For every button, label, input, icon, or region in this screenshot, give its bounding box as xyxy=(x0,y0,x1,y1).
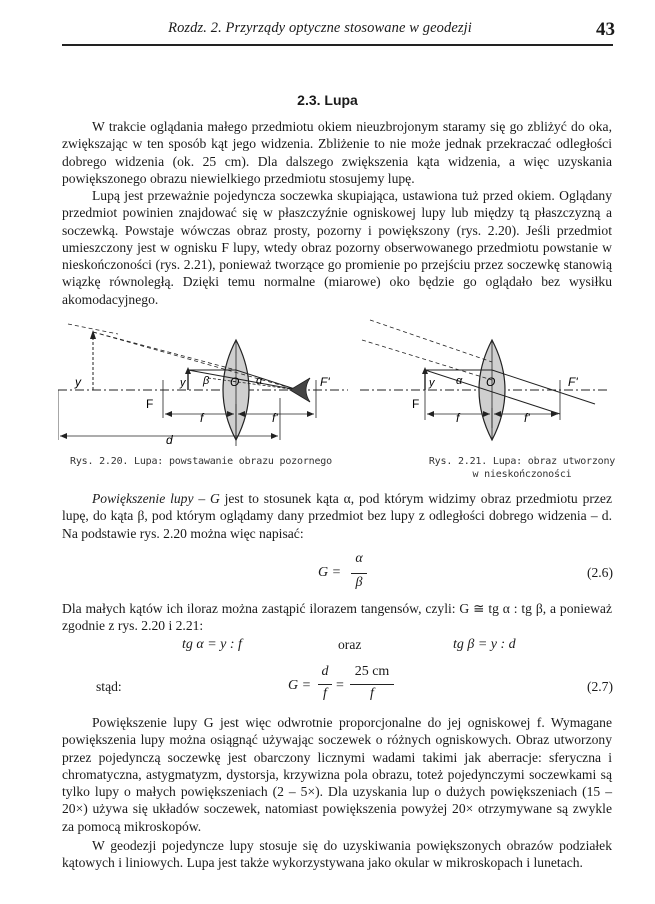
paragraph-2: Lupą jest przeważnie pojedyncza soczewka skupiająca, ustawiona tuż przed okiem. Oglądany przedmiot powinien znajdować się w płaszczyźnie ogniskowej lupy lub między tą płaszczyzną a soczewką. Powstaje wówczas obraz prosty, pozorny i powiększony (rys. 2.20). Jeśli przedmiot umieszczony jest w ognisku F lupy, wtedy obraz pozorny obserwowanego przedmiotu powstanie w nieskończoności (rys. 2.21), ponieważ tworzące go promienie po przejściu przez soczewkę stanowią wiązkę równoległą. Dzięki temu normalne (miarowe) oko będzie go oglądało bez wysiłku akomodacyjnego. xyxy=(62,188,612,307)
eq26-fraction-bar xyxy=(351,573,367,574)
header-rule xyxy=(62,44,613,46)
eq27-bar2 xyxy=(350,684,394,685)
label-f: f xyxy=(456,411,460,425)
paragraph-5: Powiększenie lupy G jest więc odwrotnie proporcjonalne do jej ogniskowej f. Wymagane powiększenia lupy można osiągnąć używając soczewek o różnych ogniskowych. Obraz utworzony przez pojedynczą soczewkę jest obarczony licznymi wadami takimi jak aberracje: sferyczna i chromatyczna, astygmatyzm, dystorsja, krzywizna pola obrazu, toteż pojedynczymi soczewkami są tylko lupy o małych powiększeniach (2 – 5×). Dla uzyskania lup o dużych powiększeniach (15 – 20×) używa się układów soczewek, natomiast powiększenia powyżej 20× otrzymywane są zwykle za pomocą mikroskopów. xyxy=(62,715,612,834)
image-arrowhead xyxy=(90,330,96,339)
eq27-lhs: G = xyxy=(288,678,312,693)
label-y: y xyxy=(429,377,435,389)
stad-label: stąd: xyxy=(96,679,122,694)
section-title: 2.3. Lupa xyxy=(297,92,358,108)
eq26-num: α xyxy=(355,551,363,566)
equation-2-6-number: (2.6) xyxy=(586,565,613,580)
equation-2-7-number: (2.7) xyxy=(586,679,613,694)
caption-2-21-line2: w nieskończoności xyxy=(472,469,572,480)
label-y-big: y xyxy=(75,375,81,389)
label-F-right: F' xyxy=(320,375,330,389)
figure-2-21 xyxy=(360,318,610,452)
eq-tg-alpha: tg α = y : f xyxy=(182,637,242,652)
paragraph-1: W trakcie oglądania małego przedmiotu okiem nieuzbrojonym staramy się go zbliżyć do oka, zwiększając w ten sposób kąt jego widzenia. Zbliżenie to nie może jednak przekraczać odległości dobrego widzenia (ok. 25 cm). Dla dalszego zwiększenia kąta widzenia, a więc uzyskania powiększonego obrazu niewielkiego przedmiotu stosujemy lupę. xyxy=(62,119,612,186)
label-d: d xyxy=(166,433,173,447)
figure-2-20 xyxy=(58,318,348,452)
eq-tg-beta: tg β = y : d xyxy=(453,637,516,652)
eq26-den: β xyxy=(355,575,363,590)
label-y-small: y xyxy=(180,377,186,389)
label-alpha: α xyxy=(456,375,463,387)
paragraph-4: Dla małych kątów ich iloraz można zastąpić ilorazem tangensów, czyli: G ≅ tg α : tg β, a ponieważ zgodnie z rys. 2.20 i 2.21: xyxy=(62,601,612,634)
page-number: 43 xyxy=(596,19,615,40)
label-f-prime: f' xyxy=(272,411,278,425)
eq27-bar1 xyxy=(318,684,332,685)
paragraph-3 xyxy=(62,490,612,542)
eye-icon xyxy=(290,378,310,402)
running-title: Rozdz. 2. Przyrządy optyczne stosowane w geodezji xyxy=(168,20,472,36)
eq27-den2: f xyxy=(370,686,374,701)
caption-2-21-line1: Rys. 2.21. Lupa: obraz utworzony xyxy=(428,456,616,467)
eq27-num1: d xyxy=(321,664,329,679)
eq27-den1: f xyxy=(323,686,327,701)
label-f: f xyxy=(200,411,204,425)
magnification-term: Powiększenie lupy – G xyxy=(92,491,220,506)
label-beta: β xyxy=(203,375,210,387)
label-O: O xyxy=(230,375,240,389)
eq-oraz: oraz xyxy=(338,637,362,652)
paragraph-3-text: jest to stosunek kąta α, pod którym widzimy obraz przedmiotu przez lupę, do kąta β, pod którym oglądamy dany przedmiot bez lupy z odległości dobrego widzenia – d. Na podstawie rys. 2.20 można więc napisać: xyxy=(62,491,612,541)
equation-2-6 xyxy=(318,553,378,593)
label-F-right: F' xyxy=(568,375,578,389)
eq27-num2: 25 cm xyxy=(354,664,390,679)
eq27-equals: = xyxy=(336,678,344,693)
caption-2-21 xyxy=(412,455,632,481)
equation-2-7 xyxy=(288,664,408,706)
eq26-lhs: G = xyxy=(318,565,342,580)
paragraph-6: W geodezji pojedyncze lupy stosuje się do uzyskiwania powiększonych obrazów podziałek kątowych i liniowych. Lupa jest także wykorzystywana jako okular w mikroskopach i lunetach. xyxy=(62,838,612,871)
caption-2-20: Rys. 2.20. Lupa: powstawanie obrazu pozornego xyxy=(70,456,332,467)
label-F-left: F xyxy=(146,397,154,411)
label-O: O xyxy=(486,375,496,389)
label-alpha: α xyxy=(256,375,263,387)
label-f-prime: f' xyxy=(524,411,530,425)
label-F-left: F xyxy=(412,397,420,411)
